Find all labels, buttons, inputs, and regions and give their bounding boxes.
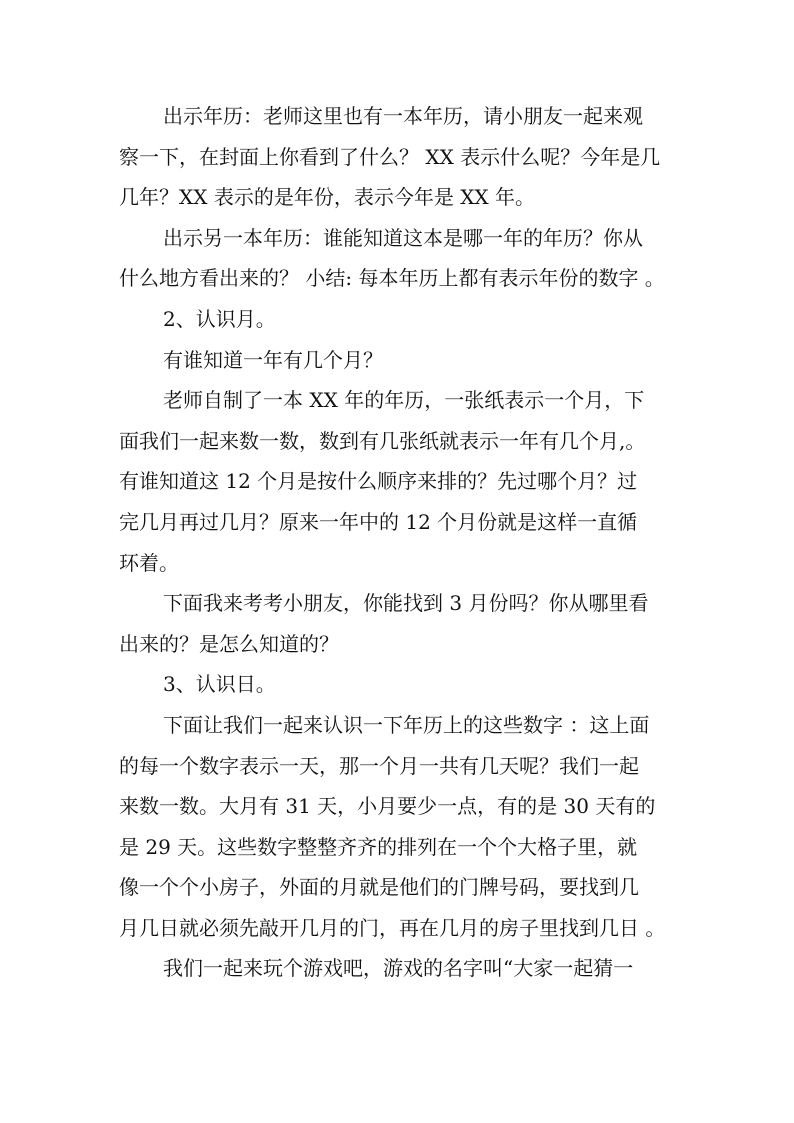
body-text xyxy=(119,96,679,989)
paragraph-line: 月几日就必须先敲开几月的门，再在几月的房子里找到几日 。 xyxy=(119,915,666,940)
paragraph-line: 像一个个小房子，外面的月就是他们的门牌号码，要找到几 xyxy=(119,875,639,900)
paragraph-line: 面我们一起来数一数，数到有几张纸就表示一年有几个月,。 xyxy=(119,428,646,453)
paragraph-line: 来数一数。大月有 31 天，小月要少一点，有的是 30 天有的 xyxy=(119,794,656,819)
paragraph-line: 几年？XX 表示的是年份，表示今年是 XX 年。 xyxy=(119,185,536,210)
paragraph-line: 什么地方看出来的？ 小结: 每本年历上都有表示年份的数字 。 xyxy=(119,266,665,291)
paragraph-line: 完几月再过几月？原来一年中的 12 个月份就是这样一直循 xyxy=(119,509,638,534)
paragraph-line: 我们一起来玩个游戏吧，游戏的名字叫“大家一起猜一 xyxy=(163,956,634,981)
paragraph-line: 下面我来考考小朋友，你能找到 3 月份吗？你从哪里看 xyxy=(163,591,649,616)
paragraph-line: 老师自制了一本 XX 年的年历，一张纸表示一个月，下 xyxy=(163,388,645,413)
section-heading: 2、认识月。 xyxy=(163,306,276,331)
paragraph-line: 察一下，在封面上你看到了什么？ XX 表示什么呢？今年是几 xyxy=(119,144,661,169)
paragraph-line: 是 29 天。这些数字整整齐齐的排列在一个个大格子里，就 xyxy=(119,834,638,859)
paragraph-line: 出来的？是怎么知道的？ xyxy=(119,631,339,656)
paragraph-line: 环着。 xyxy=(119,550,179,575)
paragraph-line: 有谁知道一年有几个月？ xyxy=(163,347,383,372)
section-heading: 3、认识日。 xyxy=(163,672,276,697)
paragraph-line: 有谁知道这 12 个月是按什么顺序来排的？先过哪个月？过 xyxy=(119,469,638,494)
paragraph-line: 下面让我们一起来认识一下年历上的这些数字 ：这上面 xyxy=(163,712,650,737)
paragraph-line: 出示另一本年历：谁能知道这本是哪一年的年历？你从 xyxy=(163,225,643,250)
paragraph-line: 的每一个数字表示一天，那一个月一共有几天呢？我们一起 xyxy=(119,753,639,778)
paragraph-line: 出示年历：老师这里也有一本年历，请小朋友一起来观 xyxy=(163,104,643,128)
